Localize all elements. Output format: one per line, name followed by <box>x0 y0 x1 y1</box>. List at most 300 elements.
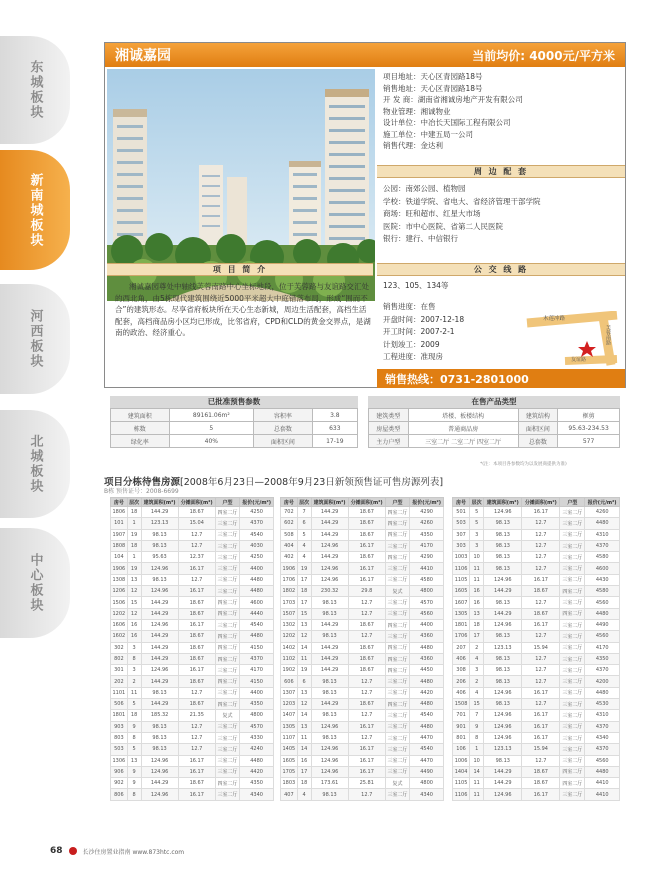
param-row <box>111 435 358 448</box>
table-cell: 12.7 <box>348 597 385 608</box>
table-cell: 16.17 <box>348 540 385 551</box>
table-cell: 4370 <box>585 744 620 755</box>
table-cell: 四室二厅 <box>215 778 239 789</box>
table-cell: 7 <box>470 710 484 721</box>
table-cell: 4150 <box>240 642 274 653</box>
table-cell: 98.13 <box>484 529 522 540</box>
table-cell: 复式 <box>385 778 409 789</box>
table-cell: 三室二厅 <box>385 755 409 766</box>
table-cell: 11 <box>470 563 484 574</box>
table-cell: 1102 <box>281 653 298 664</box>
table-cell: 1308 <box>111 574 128 585</box>
table-cell: 三室二厅 <box>215 665 239 676</box>
table-row <box>111 586 274 597</box>
table-cell: 16.17 <box>348 766 385 777</box>
table-cell: 124.96 <box>141 586 178 597</box>
table-row <box>111 778 274 789</box>
column-header: 分摊面积(m²) <box>178 498 215 507</box>
table-row <box>281 766 444 777</box>
table-cell: 13 <box>297 721 311 732</box>
table-cell: 18.67 <box>178 699 215 710</box>
column-header: 分摊面积(m²) <box>522 498 560 507</box>
column-header: 层次 <box>299 499 310 506</box>
table-cell: 四室二厅 <box>560 608 585 619</box>
param-row <box>369 409 620 422</box>
table-cell: 4480 <box>410 642 444 653</box>
table-cell: 三室二厅 <box>560 699 585 710</box>
table-row <box>111 642 274 653</box>
table-cell: 1906 <box>281 563 298 574</box>
table-row <box>111 755 274 766</box>
table-cell: 602 <box>281 518 298 529</box>
table-cell: 16.17 <box>178 619 215 630</box>
table-cell: 三室二厅 <box>560 518 585 529</box>
table-cell: 12.7 <box>522 631 560 642</box>
table-cell: 1801 <box>453 619 470 630</box>
table-cell: 12.7 <box>178 574 215 585</box>
table-cell: 12.7 <box>522 563 560 574</box>
table-cell: 4330 <box>240 732 274 743</box>
table-cell: 四室二厅 <box>215 699 239 710</box>
table-cell: 4170 <box>240 665 274 676</box>
table-cell: 4350 <box>585 653 620 664</box>
table-cell: 4470 <box>410 755 444 766</box>
table-cell: 四室二厅 <box>385 665 409 676</box>
table-cell: 4580 <box>585 552 620 563</box>
table-cell: 4480 <box>410 699 444 710</box>
table-cell: 4170 <box>585 642 620 653</box>
table-cell: 18.67 <box>348 619 385 630</box>
table-row <box>281 642 444 653</box>
table-cell: 801 <box>453 732 470 743</box>
param-value: 5 <box>169 422 254 435</box>
table-cell: 98.13 <box>484 755 522 766</box>
table-cell: 1906 <box>111 563 128 574</box>
table-cell: 18.67 <box>348 518 385 529</box>
table-row <box>453 518 620 529</box>
info-property-mgmt: 物业管理：湘诚物业 <box>383 106 451 116</box>
table-cell: 4310 <box>585 710 620 721</box>
table-cell: 1602 <box>111 631 128 642</box>
table-cell: 16.17 <box>178 563 215 574</box>
table-cell: 17 <box>297 766 311 777</box>
table-cell: 5 <box>127 744 141 755</box>
table-cell: 144.29 <box>141 608 178 619</box>
table-cell: 902 <box>111 778 128 789</box>
table-cell: 901 <box>453 721 470 732</box>
table-cell: 144.29 <box>141 642 178 653</box>
table-row <box>453 631 620 642</box>
table-cell: 三室二厅 <box>385 608 409 619</box>
table-row <box>281 665 444 676</box>
table-cell: 124.96 <box>311 563 348 574</box>
table-cell: 1705 <box>281 766 298 777</box>
table-cell: 2 <box>127 676 141 687</box>
table-cell: 1105 <box>453 574 470 585</box>
status-item: 工程进度：准现房 <box>383 352 443 362</box>
table-cell: 1606 <box>111 619 128 630</box>
table-cell: 1306 <box>111 755 128 766</box>
table-row <box>111 789 274 800</box>
table-cell: 144.29 <box>484 608 522 619</box>
table-cell: 4540 <box>240 529 274 540</box>
page-footer <box>50 846 184 856</box>
table-cell: 12.7 <box>522 755 560 766</box>
table-row <box>453 699 620 710</box>
table-cell: 123.13 <box>484 642 522 653</box>
presale-params-table <box>110 396 358 448</box>
table-cell: 1106 <box>453 563 470 574</box>
table-cell: 702 <box>281 507 298 518</box>
table-cell: 173.61 <box>311 778 348 789</box>
table-cell: 18.67 <box>348 552 385 563</box>
table-cell: 四室二厅 <box>560 766 585 777</box>
table-cell: 4540 <box>410 744 444 755</box>
table-cell: 12 <box>297 699 311 710</box>
column-header: 建筑面积(m²) <box>141 498 178 507</box>
table-cell: 1808 <box>111 540 128 551</box>
status-item: 销售进度：在售 <box>383 302 436 311</box>
table-row <box>111 608 274 619</box>
table-row <box>111 766 274 777</box>
table-row <box>453 642 620 653</box>
side-tab-hexi[interactable] <box>0 284 70 394</box>
table-row <box>111 552 274 563</box>
table-cell: 1106 <box>453 789 470 800</box>
table-cell: 4360 <box>410 631 444 642</box>
table-cell: 144.29 <box>141 597 178 608</box>
table-cell: 16 <box>470 586 484 597</box>
table-cell: 4420 <box>240 766 274 777</box>
table-cell: 144.29 <box>141 653 178 664</box>
table-cell: 4250 <box>240 507 274 518</box>
table-cell: 5 <box>470 518 484 529</box>
table-cell: 13 <box>127 574 141 585</box>
table-cell: 124.96 <box>484 710 522 721</box>
sales-status-list <box>383 301 519 364</box>
table-cell: 三室二厅 <box>385 789 409 800</box>
table-cell: 14 <box>297 642 311 653</box>
table-cell: 1202 <box>111 608 128 619</box>
table-row <box>453 744 620 755</box>
project-price: 当前均价: 4000元/平方米 <box>472 48 615 63</box>
table-cell: 144.29 <box>484 778 522 789</box>
table-cell: 803 <box>111 732 128 743</box>
table-cell: 1407 <box>281 710 298 721</box>
table-row <box>453 721 620 732</box>
table-cell: 14 <box>297 744 311 755</box>
table-cell: 9 <box>470 721 484 732</box>
table-row <box>111 676 274 687</box>
table-row <box>281 608 444 619</box>
table-cell: 144.29 <box>311 699 348 710</box>
table-cell: 16 <box>127 631 141 642</box>
table-cell: 4370 <box>240 518 274 529</box>
table-cell: 四室二厅 <box>385 642 409 653</box>
table-cell: 12.7 <box>178 540 215 551</box>
column-header: 层次 <box>470 498 484 507</box>
table-cell: 404 <box>281 540 298 551</box>
transit-heading: 公 交 线 路 <box>377 263 625 276</box>
info-address: 项目地址：天心区青园路18号 <box>383 72 483 81</box>
table-cell: 四室二厅 <box>385 518 409 529</box>
table-cell: 三室二厅 <box>215 518 239 529</box>
table-cell: 15.04 <box>178 518 215 529</box>
table-cell: 501 <box>453 507 470 518</box>
table-cell: 三室二厅 <box>560 631 585 642</box>
table-cell: 三室二厅 <box>385 574 409 585</box>
table-cell: 18.67 <box>348 653 385 664</box>
table-row <box>281 518 444 529</box>
table-cell: 15 <box>127 597 141 608</box>
table-cell: 4480 <box>585 518 620 529</box>
table-cell: 19 <box>297 665 311 676</box>
map-label-road: 芙蓉南路 <box>605 325 611 345</box>
table-cell: 1907 <box>111 529 128 540</box>
table-cell: 98.13 <box>484 665 522 676</box>
info-developer: 开 发 商：湖南省湘诚房地产开发有限公司 <box>383 95 523 104</box>
table-row <box>453 597 620 608</box>
table-row <box>111 529 274 540</box>
table-cell: 三室二厅 <box>560 732 585 743</box>
table-cell: 21.35 <box>178 710 215 721</box>
table-cell: 4580 <box>585 586 620 597</box>
param-label: 绿化率 <box>111 435 170 448</box>
table-cell: 16 <box>127 619 141 630</box>
table-row <box>111 710 274 721</box>
table-cell: 18.67 <box>178 608 215 619</box>
table-cell: 1508 <box>453 699 470 710</box>
table-cell: 15 <box>297 608 311 619</box>
table-cell: 16.17 <box>348 755 385 766</box>
surroundings-list <box>383 183 623 246</box>
table-cell: 三室二厅 <box>385 631 409 642</box>
param-value: 3.8 <box>312 409 357 422</box>
table-cell: 四室二厅 <box>215 597 239 608</box>
sales-hotline[interactable]: 销售热线：0731-2801000 <box>377 369 625 388</box>
table-cell: 16.17 <box>348 574 385 585</box>
table-cell: 4480 <box>410 676 444 687</box>
table-cell: 1404 <box>453 766 470 777</box>
side-tab-new-south[interactable] <box>0 150 70 270</box>
table-cell: 144.29 <box>484 586 522 597</box>
param-value: 95.63-234.53 <box>558 422 620 435</box>
table-cell: 98.13 <box>141 721 178 732</box>
table-cell: 124.96 <box>311 574 348 585</box>
table-cell: 1105 <box>453 778 470 789</box>
table-cell: 12.7 <box>522 552 560 563</box>
table-row <box>281 732 444 743</box>
table-cell: 2 <box>470 676 484 687</box>
table-cell: 4480 <box>410 721 444 732</box>
table-cell: 11 <box>470 574 484 585</box>
table-cell: 四室二厅 <box>385 529 409 540</box>
side-tab-center[interactable] <box>0 528 70 638</box>
table-row <box>281 507 444 518</box>
side-tab-east[interactable] <box>0 36 70 144</box>
table-cell: 18 <box>127 710 141 721</box>
table-cell: 9 <box>127 721 141 732</box>
table-cell: 8 <box>127 732 141 743</box>
table-cell: 三室二厅 <box>215 540 239 551</box>
table-row <box>281 552 444 563</box>
table-cell: 6 <box>297 518 311 529</box>
table-cell: 101 <box>111 518 128 529</box>
table-cell: 4410 <box>410 563 444 574</box>
table-cell: 25.81 <box>348 778 385 789</box>
table-cell: 四室二厅 <box>560 586 585 597</box>
table-cell: 4490 <box>585 619 620 630</box>
table-cell: 三室二厅 <box>560 665 585 676</box>
table-cell: 4350 <box>240 778 274 789</box>
table-row <box>281 563 444 574</box>
intro-text: 湘诚嘉园尊处中轴线芙蓉南路中心坐标地段，位于芙蓉路与友谊路交汇处的西北角，由5栋现代建筑围绕近5000平米超大中庭错落布局，形成“围而不合”的建筑形态。尽享省府板块所在天心生态新城，周边生活配套，高档生活配套，高档商品房小区均已形成，比邻省府，CPD和CLD的黄金交界点，是湖南的政治、经济重心。 <box>115 282 371 337</box>
table-row <box>281 540 444 551</box>
table-cell: 4340 <box>585 732 620 743</box>
table-cell: 4580 <box>410 574 444 585</box>
table-cell: 8 <box>470 732 484 743</box>
surroundings-item: 银行：建行、中信银行 <box>383 234 458 243</box>
table-cell: 1806 <box>111 507 128 518</box>
sale-list-period: [2008年6月23日—2008年9月23日新领预售证可售房源列表] <box>180 477 444 488</box>
table-cell: 98.13 <box>484 676 522 687</box>
table-cell: 16.17 <box>522 789 560 800</box>
table-cell: 四室二厅 <box>385 552 409 563</box>
param-value: 577 <box>558 435 620 448</box>
table-cell: 4290 <box>410 552 444 563</box>
table-cell: 185.32 <box>141 710 178 721</box>
table-cell: 三室二厅 <box>215 755 239 766</box>
param-value: 633 <box>312 422 357 435</box>
table-cell: 3 <box>127 665 141 676</box>
table-cell: 308 <box>453 665 470 676</box>
table-row <box>453 687 620 698</box>
table-cell: 三室二厅 <box>560 597 585 608</box>
table-cell: 1206 <box>111 586 128 597</box>
table-cell: 16.17 <box>178 665 215 676</box>
table-cell: 4 <box>470 687 484 698</box>
table-cell: 4350 <box>240 699 274 710</box>
location-map <box>521 311 623 367</box>
table-cell: 98.13 <box>141 529 178 540</box>
table-cell: 1802 <box>281 586 298 597</box>
param-row <box>111 422 358 435</box>
table-cell: 12.7 <box>522 665 560 676</box>
table-cell: 18 <box>297 586 311 597</box>
param-label: 房屋类型 <box>369 422 409 435</box>
table-cell: 4480 <box>240 586 274 597</box>
table-row <box>281 744 444 755</box>
table-row <box>281 574 444 585</box>
table-cell: 三室二厅 <box>215 552 239 563</box>
transit-text: 123、105、134等 <box>383 281 449 290</box>
table-cell: 11 <box>127 687 141 698</box>
table-cell: 三室二厅 <box>215 744 239 755</box>
table-cell: 98.13 <box>141 744 178 755</box>
table-cell: 1101 <box>111 687 128 698</box>
table-cell: 4360 <box>410 653 444 664</box>
table-cell: 11 <box>297 653 311 664</box>
table-row <box>453 789 620 800</box>
table-cell: 144.29 <box>311 642 348 653</box>
table-cell: 4540 <box>240 619 274 630</box>
table-cell: 12.7 <box>522 529 560 540</box>
table-row <box>453 710 620 721</box>
table-cell: 1605 <box>281 755 298 766</box>
table-cell: 四室二厅 <box>215 608 239 619</box>
side-tab-label: 河西板块 <box>27 309 43 369</box>
publisher-logo-icon <box>69 847 77 855</box>
table-cell: 三室二厅 <box>215 574 239 585</box>
table-cell: 14 <box>297 710 311 721</box>
table-row <box>281 687 444 698</box>
table-cell: 四室二厅 <box>385 619 409 630</box>
column-header: 报价(元/m²) <box>585 498 620 507</box>
table-row <box>453 665 620 676</box>
table-row <box>453 755 620 766</box>
table-cell: 1 <box>127 552 141 563</box>
table-cell: 1003 <box>453 552 470 563</box>
table-cell: 4480 <box>585 687 620 698</box>
table-cell: 144.29 <box>141 699 178 710</box>
table-cell: 144.29 <box>311 665 348 676</box>
table-cell: 4340 <box>240 789 274 800</box>
table-cell: 4240 <box>240 744 274 755</box>
table-cell: 1703 <box>281 597 298 608</box>
table-cell: 1402 <box>281 642 298 653</box>
table-cell: 18.67 <box>178 778 215 789</box>
table-cell: 4410 <box>585 789 620 800</box>
table-cell: 123.13 <box>141 518 178 529</box>
table-cell: 207 <box>453 642 470 653</box>
table-cell: 98.13 <box>311 631 348 642</box>
table-cell: 10 <box>470 755 484 766</box>
table-cell: 144.29 <box>311 552 348 563</box>
table-row <box>281 529 444 540</box>
table-cell: 124.96 <box>141 755 178 766</box>
project-card <box>104 42 626 388</box>
table-cell: 4540 <box>410 710 444 721</box>
table-cell: 19 <box>127 529 141 540</box>
table-cell: 29.8 <box>348 586 385 597</box>
table-cell: 18.67 <box>348 529 385 540</box>
table-cell: 13 <box>297 619 311 630</box>
table-row <box>453 574 620 585</box>
table-cell: 三室二厅 <box>385 676 409 687</box>
table-row <box>453 778 620 789</box>
side-tab-label: 新南城板块 <box>27 172 43 248</box>
sale-list-table-2 <box>280 497 444 801</box>
table-cell: 1405 <box>281 744 298 755</box>
table-row <box>111 540 274 551</box>
table-cell: 12.37 <box>178 552 215 563</box>
table-cell: 18 <box>127 507 141 518</box>
side-tab-north[interactable] <box>0 410 70 518</box>
table-cell: 三室二厅 <box>385 687 409 698</box>
table-cell: 508 <box>281 529 298 540</box>
table-cell: 144.29 <box>141 507 178 518</box>
table-row <box>453 766 620 777</box>
table-cell: 16.17 <box>522 721 560 732</box>
table-cell: 4800 <box>240 710 274 721</box>
table-cell: 4260 <box>585 507 620 518</box>
table-cell: 3 <box>470 529 484 540</box>
product-note: *(注：本项目各参数均为以发展商提供为准) <box>480 462 567 467</box>
table-cell: 16.17 <box>522 574 560 585</box>
table-cell: 18.67 <box>178 631 215 642</box>
table-cell: 144.29 <box>311 653 348 664</box>
side-tab-label: 中心板块 <box>27 553 43 613</box>
